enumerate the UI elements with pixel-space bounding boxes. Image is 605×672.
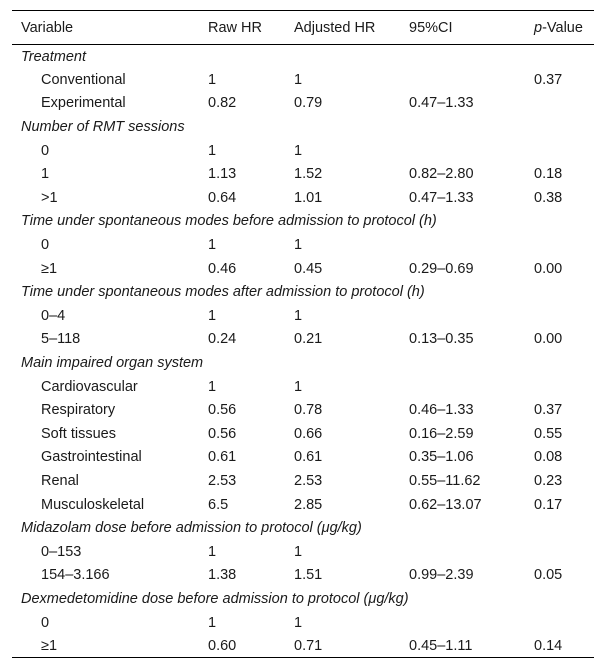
cell-raw-hr: 0.60 <box>199 634 285 658</box>
header-adjusted-hr: Adjusted HR <box>285 11 400 45</box>
cell-label: Experimental <box>41 95 126 112</box>
table-row <box>12 469 594 493</box>
table-header <box>12 11 594 45</box>
cell-ci <box>400 304 524 328</box>
cell-ci <box>400 139 524 163</box>
table-row <box>12 139 594 163</box>
cell-p: 0.55 <box>534 425 563 442</box>
table-row <box>12 257 594 281</box>
cell-p <box>524 92 594 116</box>
cell-label: >1 <box>41 189 58 206</box>
cell-label: 154–3.166 <box>41 567 110 584</box>
group-header-row <box>12 351 594 375</box>
cell-label: 1 <box>41 166 50 183</box>
cell-label: ≥1 <box>12 634 199 658</box>
cell-raw-hr: 6.5 <box>208 496 229 513</box>
cell-raw-hr: 1 <box>208 378 217 395</box>
group-label: Dexmedetomidine dose before admission to protocol (μg/kg) <box>21 590 409 607</box>
cell-adjusted-hr: 0.66 <box>294 425 323 442</box>
cell-adjusted-hr: 2.85 <box>294 496 323 513</box>
cell-raw-hr: 2.53 <box>208 472 237 489</box>
cell-p: 0.38 <box>534 189 563 206</box>
table-row <box>12 446 594 470</box>
cell-p <box>524 304 594 328</box>
cell-label: 0–153 <box>41 543 82 560</box>
table-body <box>12 45 594 658</box>
cell-ci: 0.47–1.33 <box>409 95 474 112</box>
cell-ci: 0.46–1.33 <box>409 402 474 419</box>
cell-raw-hr: 1.38 <box>208 567 237 584</box>
cell-raw-hr: 0.56 <box>208 425 237 442</box>
cell-p: 0.00 <box>534 260 563 277</box>
header-variable: Variable <box>12 11 199 45</box>
table-row <box>12 375 594 399</box>
cell-raw-hr: 1 <box>208 71 217 88</box>
cell-ci: 0.99–2.39 <box>409 567 474 584</box>
cell-ci: 0.55–11.62 <box>409 472 481 489</box>
cell-p: 0.05 <box>534 567 563 584</box>
cell-p <box>524 233 594 257</box>
group-label: Midazolam dose before admission to protocol (μg/kg) <box>21 520 362 537</box>
group-label: Time under spontaneous modes after admission to protocol (h) <box>21 284 425 301</box>
group-header-row <box>12 280 594 304</box>
table-row <box>12 304 594 328</box>
table-row <box>12 328 594 352</box>
cell-ci: 0.45–1.11 <box>400 634 524 658</box>
cell-ci: 0.82–2.80 <box>409 166 474 183</box>
cell-label: Respiratory <box>41 402 116 419</box>
cell-ci <box>400 233 524 257</box>
cell-ci: 0.29–0.69 <box>409 260 474 277</box>
cell-adjusted-hr: 1 <box>294 307 303 324</box>
cell-label: Gastrointestinal <box>41 449 142 466</box>
cell-adjusted-hr: 1 <box>294 543 303 560</box>
cell-adjusted-hr: 1.01 <box>294 189 323 206</box>
cell-raw-hr: 1.13 <box>208 166 237 183</box>
cell-label: Conventional <box>41 71 126 88</box>
cell-p: 0.00 <box>534 331 563 348</box>
table-row <box>12 233 594 257</box>
cell-p: 0.18 <box>534 166 563 183</box>
cell-label: 0 <box>41 614 50 631</box>
table-row <box>12 162 594 186</box>
cell-p: 0.37 <box>534 402 563 419</box>
cell-ci: 0.13–0.35 <box>409 331 474 348</box>
cell-ci <box>400 68 524 92</box>
cell-adjusted-hr: 0.45 <box>294 260 323 277</box>
cell-raw-hr: 0.61 <box>208 449 237 466</box>
cell-p <box>524 139 594 163</box>
cell-ci: 0.62–13.07 <box>409 496 482 513</box>
cell-p <box>524 540 594 564</box>
cell-p <box>524 375 594 399</box>
group-header-row <box>12 45 594 69</box>
group-label: Main impaired organ system <box>21 355 204 372</box>
cell-adjusted-hr: 1 <box>294 237 303 254</box>
cell-adjusted-hr: 0.61 <box>294 449 323 466</box>
cell-label: Soft tissues <box>41 425 116 442</box>
cell-raw-hr: 1 <box>208 614 217 631</box>
cell-ci <box>400 375 524 399</box>
header-p-italic: p <box>534 19 543 36</box>
group-header-row <box>12 210 594 234</box>
cell-raw-hr: 0.24 <box>208 331 237 348</box>
cell-p: 0.23 <box>534 472 563 489</box>
cell-label: ≥1 <box>41 260 58 277</box>
cell-adjusted-hr: 1 <box>294 142 303 159</box>
header-p-rest: -Value <box>542 19 583 36</box>
cell-adjusted-hr: 0.71 <box>285 634 400 658</box>
group-label: Treatment <box>21 48 87 65</box>
cell-adjusted-hr: 0.79 <box>294 95 323 112</box>
table-row <box>12 564 594 588</box>
hazard-ratio-table <box>12 10 594 658</box>
group-label: Time under spontaneous modes before admission to protocol (h) <box>21 213 437 230</box>
cell-adjusted-hr: 1 <box>294 378 303 395</box>
header-p-value <box>524 11 594 45</box>
cell-adjusted-hr: 0.21 <box>294 331 323 348</box>
table-row <box>12 634 594 658</box>
cell-p: 0.14 <box>524 634 594 658</box>
cell-label: Cardiovascular <box>41 378 138 395</box>
cell-raw-hr: 1 <box>208 543 217 560</box>
table-row <box>12 493 594 517</box>
cell-raw-hr: 1 <box>208 142 217 159</box>
cell-ci: 0.47–1.33 <box>409 189 474 206</box>
cell-raw-hr: 1 <box>208 237 217 254</box>
table-row <box>12 398 594 422</box>
cell-ci <box>400 611 524 635</box>
cell-label: Musculoskeletal <box>41 496 145 513</box>
cell-raw-hr: 0.56 <box>208 402 237 419</box>
cell-p: 0.37 <box>534 71 563 88</box>
table-row <box>12 68 594 92</box>
cell-label: 5–118 <box>41 331 81 348</box>
cell-label: Renal <box>41 472 79 489</box>
header-row <box>12 11 594 45</box>
cell-p <box>524 611 594 635</box>
cell-raw-hr: 0.64 <box>208 189 237 206</box>
cell-label: 0 <box>41 237 50 254</box>
cell-label: 0–4 <box>41 307 66 324</box>
group-header-row <box>12 587 594 611</box>
cell-label: 0 <box>41 142 50 159</box>
cell-adjusted-hr: 1.51 <box>294 567 323 584</box>
header-raw-hr: Raw HR <box>199 11 285 45</box>
cell-p: 0.08 <box>534 449 563 466</box>
cell-adjusted-hr: 1.52 <box>294 166 323 183</box>
cell-p: 0.17 <box>534 496 563 513</box>
cell-adjusted-hr: 1 <box>294 614 303 631</box>
cell-raw-hr: 0.82 <box>208 95 237 112</box>
table-row <box>12 422 594 446</box>
cell-adjusted-hr: 1 <box>294 71 303 88</box>
group-label: Number of RMT sessions <box>21 119 185 136</box>
cell-adjusted-hr: 2.53 <box>294 472 323 489</box>
cell-raw-hr: 1 <box>208 307 217 324</box>
cell-ci <box>400 540 524 564</box>
cell-adjusted-hr: 0.78 <box>294 402 323 419</box>
table-row <box>12 186 594 210</box>
group-header-row <box>12 115 594 139</box>
table-row <box>12 540 594 564</box>
cell-raw-hr: 0.46 <box>208 260 237 277</box>
header-ci: 95%CI <box>400 11 524 45</box>
cell-ci: 0.35–1.06 <box>409 449 474 466</box>
table-row <box>12 92 594 116</box>
cell-ci: 0.16–2.59 <box>409 425 474 442</box>
table-row <box>12 611 594 635</box>
group-header-row <box>12 516 594 540</box>
